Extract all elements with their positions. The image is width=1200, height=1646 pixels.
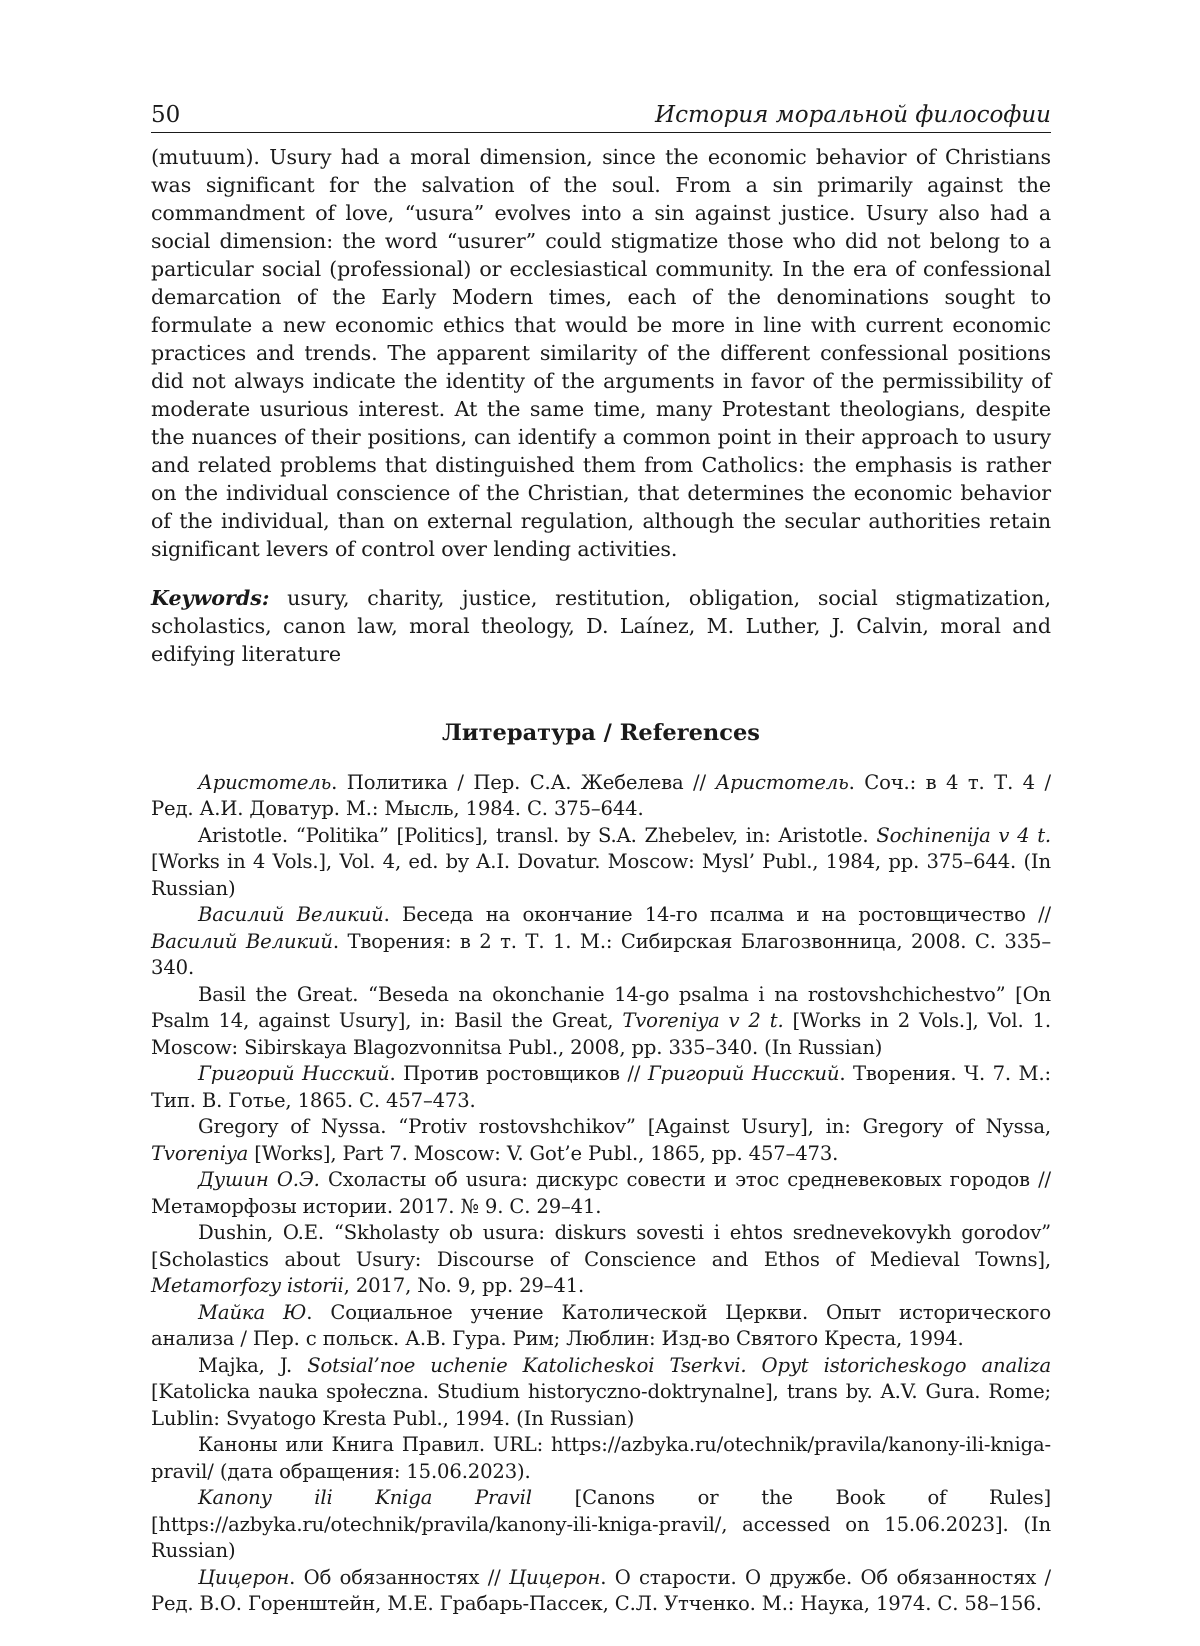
reference-italic-part: Metamorfozy istorii: [151, 1274, 344, 1298]
reference-italic-part: Душин О.Э.: [198, 1168, 320, 1192]
reference-italic-part: Василий Великий: [198, 903, 384, 927]
reference-entry: [151, 902, 1051, 982]
reference-entry: [151, 982, 1051, 1062]
page: [151, 102, 1051, 1618]
reference-text-part: Каноны или Книга Правил. URL: https://azbyka.ru/otechnik/pravila/kanony-ili-kniga-pravil/ (дата обращения: 15.06.2023).: [151, 1433, 1051, 1483]
reference-text-part: [Works], Part 7. Moscow: V. Got’e Publ., 1865, pp. 457–473.: [248, 1141, 839, 1165]
reference-entry: [151, 1167, 1051, 1220]
reference-text-part: . Политика / Пер. С.А. Жебелева //: [331, 770, 716, 794]
reference-italic-part: Василий Великий: [151, 929, 333, 953]
reference-text-part: . Об обязанностях //: [289, 1565, 510, 1589]
reference-text-part: . Творения: в 2 т. Т. 1. М.: Сибирская Благозвонница, 2008. С. 335–340.: [151, 929, 1051, 980]
reference-italic-part: Григорий Нисский: [647, 1062, 840, 1086]
abstract-paragraph: (mutuum). Usury had a moral dimension, since the economic behavior of Christians was significant for the salvation of the soul. From a sin primarily against the commandment of love, “usura” evolves into a sin against justice. Usury also had a social dimension: the word “usurer” could stigmatize those who did not belong to a particular social (professional) or ecclesiastical community. In the era of confessional demarcation of the Early Modern times, each of the denominations sought to formulate a new economic ethics that would be more in line with current economic practices and trends. The apparent similarity of the different confessional positions did not always indicate the identity of the arguments in favor of the permissibility of moderate usurious interest. At the same time, many Protestant theologians, despite the nuances of their positions, can identify a common point in their approach to usury and related problems that distinguished them from Catholics: the emphasis is rather on the individual conscience of the Christian, that determines the economic behavior of the individual, than on external regulation, although the secular authorities retain significant levers of control over lending activities.: [151, 145, 1051, 561]
reference-italic-part: Kanony ili Kniga Pravil: [198, 1486, 532, 1510]
reference-text-part: . Беседа на окончание 14-го псалма и на ростовщичество //: [383, 903, 1051, 927]
reference-text-part: . Против ростовщиков //: [389, 1062, 648, 1086]
keywords-text: usury, charity, justice, restitution, obligation, social stigmatization, scholastics, canon law, moral theology, D. Laínez, M. Luther, J. Calvin, moral and edifying literature: [151, 585, 1051, 666]
reference-entry: [151, 1353, 1051, 1433]
reference-italic-part: Sotsial’noe uchenie Katolicheskoi Tserkvi. Opyt istoricheskogo analiza: [307, 1353, 1051, 1377]
reference-text-part: . Социальное учение Католической Церкви. Опыт исторического анализа / Пер. с польск. А.В. Гура. Рим; Люблин: Изд-во Святого Креста, 1994.: [151, 1300, 1051, 1351]
reference-italic-part: Tvoreniya: [151, 1141, 249, 1165]
reference-text-part: Aristotle. “Politika” [Politics], transl. by S.A. Zhebelev, in: Aristotle.: [198, 823, 877, 847]
reference-text-part: [Katolicka nauka społeczna. Studium historyczno-doktrynalne], trans by. A.V. Gura. Rome; Lublin: Svyatogo Kresta Publ., 1994. (In Russian): [151, 1380, 1051, 1430]
reference-text-part: [Works in 4 Vols.], Vol. 4, ed. by A.I. Dovatur. Moscow: Mysl’ Publ., 1984, pp. 375–644. (In Russian): [151, 850, 1051, 900]
reference-entry: [151, 1485, 1051, 1565]
reference-text-part: [Works in 2 Vols.], Vol. 1. Moscow: Sibirskaya Blagozvonnitsa Publ., 2008, pp. 335–340. (In Russian): [151, 1009, 1051, 1059]
reference-text-part: Схоласты об usura: дискурс совести и этос средневековых городов // Метаморфозы истории. 2017. № 9. С. 29–41.: [151, 1168, 1052, 1218]
reference-entry: [151, 770, 1051, 823]
page-number: 50: [151, 102, 181, 128]
reference-text-part: Majka, J.: [198, 1353, 308, 1377]
reference-text-part: , 2017, No. 9, pp. 29–41.: [343, 1274, 585, 1298]
reference-entry: [151, 1432, 1051, 1485]
reference-entry: [151, 1565, 1051, 1618]
reference-italic-part: Аристотель: [198, 770, 332, 794]
reference-entry: [151, 1300, 1051, 1353]
reference-italic-part: Sochinenija v 4 t.: [876, 823, 1051, 847]
reference-italic-part: Аристотель: [715, 770, 849, 794]
reference-text-part: . Творения. Ч. 7. М.: Тип. В. Готье, 1865. С. 457–473.: [151, 1062, 1051, 1112]
reference-text-part: . О старости. О дружбе. Об обязанностях / Ред. В.О. Горенштейн, М.Е. Грабарь-Пассек, С.Л. Утченко. М.: Наука, 1974. С. 58–156.: [151, 1565, 1051, 1616]
keywords-paragraph: [151, 584, 1051, 668]
reference-entry: [151, 823, 1051, 903]
reference-entry: [151, 1114, 1051, 1167]
running-title: История моральной философии: [655, 102, 1051, 128]
reference-text-part: [Canons or the Book of Rules] [https://azbyka.ru/otechnik/pravila/kanony-ili-kniga-pravil/, accessed on 15.06.2023]. (In Russian): [151, 1486, 1051, 1563]
reference-italic-part: Tvoreniya v 2 t.: [622, 1009, 784, 1033]
reference-text-part: Dushin, O.E. “Skholasty ob usura: diskurs sovesti i ehtos srednevekovykh gorodov” [Scholastics about Usury: Discourse of Conscience and Ethos of Medieval Towns],: [151, 1221, 1051, 1271]
reference-italic-part: Григорий Нисский: [198, 1062, 390, 1086]
reference-italic-part: Цицерон: [509, 1565, 601, 1589]
reference-entry: [151, 1061, 1051, 1114]
reference-text-part: Basil the Great. “Beseda na okonchanie 14-go psalma i na rostovshchichestvo” [On Psalm 14, against Usury], in: Basil the Great,: [151, 982, 1051, 1033]
references-heading: Литература / References: [442, 719, 760, 746]
reference-entry: [151, 1220, 1051, 1300]
reference-text-part: Gregory of Nyssa. “Protiv rostovshchikov” [Against Usury], in: Gregory of Nyssa,: [198, 1115, 1051, 1139]
reference-italic-part: Майка Ю: [198, 1300, 307, 1324]
running-header: [151, 102, 1051, 133]
keywords-label: Keywords:: [151, 585, 270, 610]
references-list: [151, 770, 1051, 1618]
reference-italic-part: Цицерон: [198, 1565, 290, 1589]
reference-text-part: . Соч.: в 4 т. Т. 4 / Ред. А.И. Доватур. М.: Мысль, 1984. С. 375–644.: [151, 770, 1051, 821]
